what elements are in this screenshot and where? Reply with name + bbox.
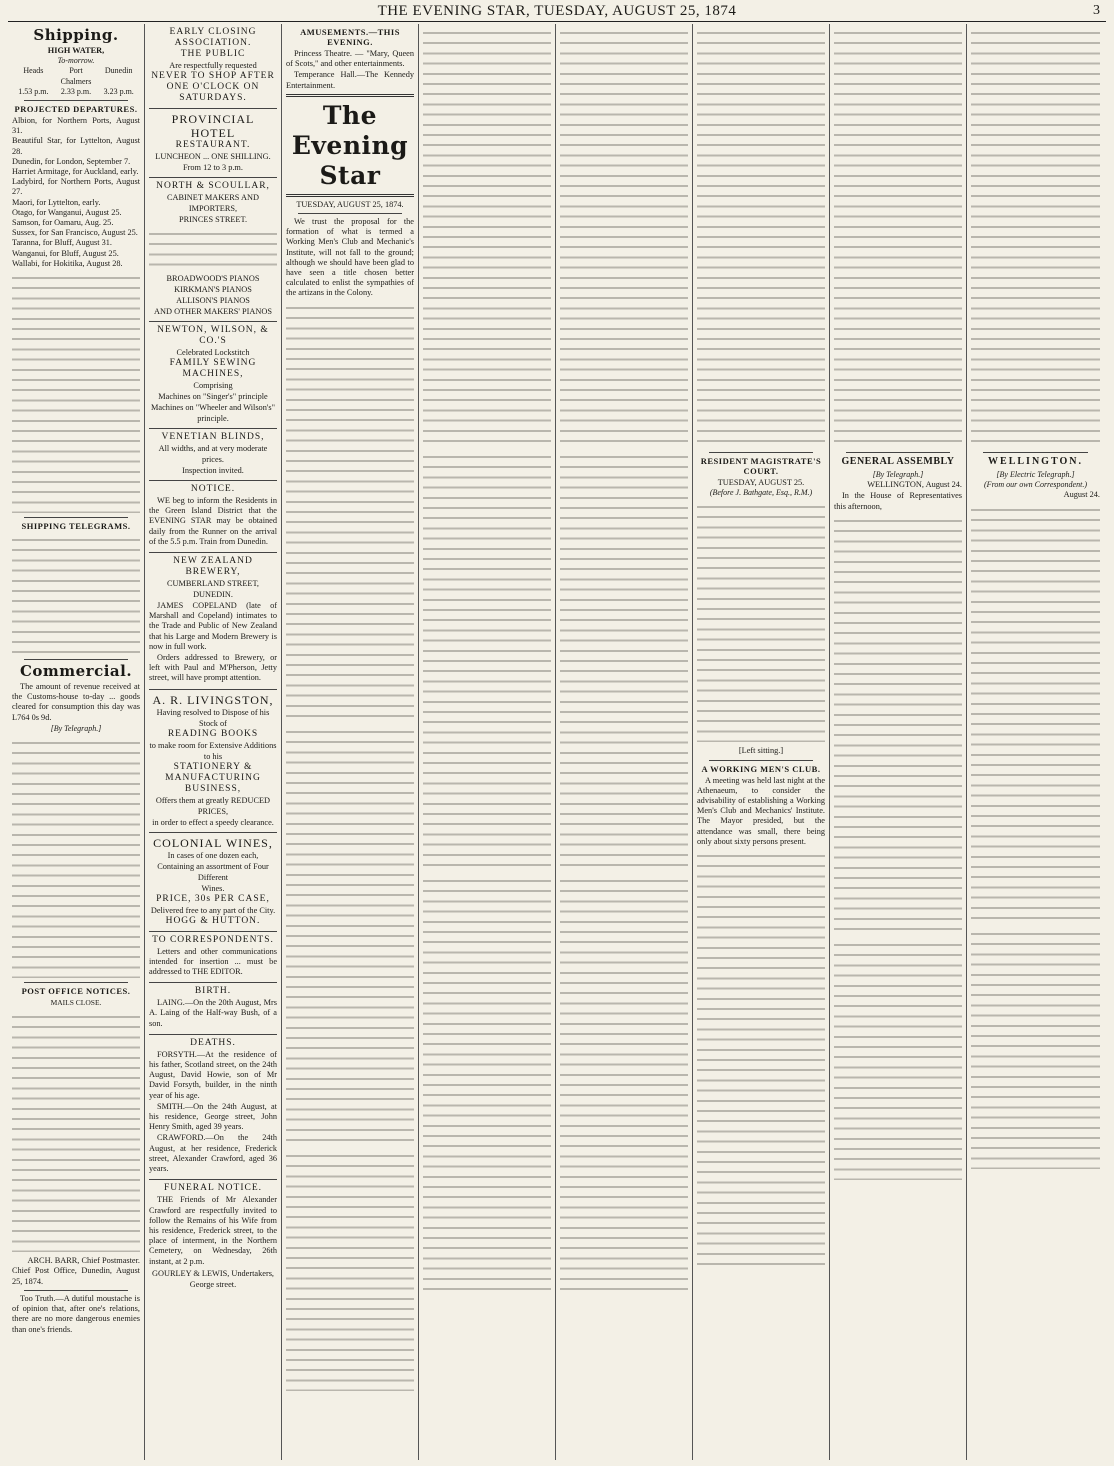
leader-text-abridged [286,1151,414,1391]
ad-venetian-blinds [149,429,277,481]
general-assembly-by: [By Telegraph.] [872,470,924,479]
ad-line: CUMBERLAND STREET, [166,579,260,589]
revenue-note: The amount of revenue received at the Customs-house to-day ... goods cleared for consumption this day was L764 0s 9d. [12,682,140,722]
ad-line: VENETIAN BLINDS, [161,432,265,442]
ad-line: BROADWOOD'S PIANOS [166,274,260,283]
ad-line: Are respectfully requested [169,61,257,70]
column-leader-continued [419,24,556,1460]
rm-court-before: (Before J. Bathgate, Esq., R.M.) [709,488,813,498]
ad-notice [149,481,277,553]
leader-date: TUESDAY, AUGUST 25, 1874. [296,199,404,209]
wellington-text-abridged [971,505,1100,925]
post-office-text-abridged [12,1012,140,1252]
column-local-news [556,24,693,1460]
divider [983,452,1088,453]
divider [24,1290,128,1291]
ad-line: ALLISON'S PIANOS [176,296,250,305]
departure-item: Samson, for Oamaru, Aug. 25. [12,218,114,228]
ad-line: in order to effect a speedy clearance. [152,817,274,827]
ad-line: PROVINCIAL HOTEL [171,112,255,140]
ad-line: NEWTON, WILSON, & CO.'S [157,325,269,346]
column-leader [282,24,419,1460]
wellington-text-abridged [971,929,1100,1169]
post-office-title: POST OFFICE NOTICES. [21,986,131,997]
ad-deaths [149,1035,277,1180]
ad-line: FAMILY SEWING MACHINES, [169,358,257,379]
post-office-office-line: Chief Post Office, Dunedin, August 25, 1874. [12,1266,140,1286]
departure-item: Harriet Armitage, for Auckland, early. [12,167,139,177]
ad-correspondents [149,932,277,984]
ad-line: READING BOOKS [167,728,259,739]
column-general-assembly [830,24,967,1460]
ad-brewery [149,553,277,690]
ad-line: COLONIAL WINES, [153,835,273,850]
leader-text-abridged [286,727,414,1147]
divider [709,760,813,761]
general-assembly-opening: In the House of Representatives this afternoon, [834,491,962,511]
departure-item: Dunedin, for London, September 7. [12,156,131,166]
ad-line: RESTAURANT. [175,140,251,150]
footer-anecdote: Too Truth.—A dutiful moustache is of opinion that, after one's relations, there are no more dangerous enemies than one's friends. [12,1293,140,1334]
ad-line: Having resolved to Dispose of his [156,707,270,717]
commercial-heading: Commercial. [19,662,133,681]
general-assembly-place: WELLINGTON, August 24. [867,480,962,490]
news-text-abridged [560,876,688,1296]
ad-funeral [149,1180,277,1293]
ad-line: JAMES COPELAND (late of Marshall and Copeland) intimates to the Trade and Public of New Zealand that his Large and Modern Brewery is now in full work. [149,601,277,651]
tide-port: Port Chalmers [60,66,92,86]
ad-line: Letters and other communications intended for insertion ... must be addressed to THE EDITOR. [149,946,277,977]
departure-item: Sussex, for San Francisco, August 25. [12,228,138,238]
telegrams-text-abridged [12,535,140,655]
divider [24,659,128,660]
tide-time: 3.23 p.m. [103,86,134,96]
news-text-abridged [560,28,688,448]
running-title: THE EVENING STAR, TUESDAY, AUGUST 25, 1874 [377,3,737,19]
amusement-item: Temperance Hall.—The Kennedy Entertainment. [286,70,414,90]
ad-line: Stock of [199,718,227,728]
ad-line: Containing an assortment of Four Different [157,861,269,882]
ad-line: LAING.—On the 20th August, Mrs A. Laing of the Half-way Bush, of a son. [149,998,277,1028]
divider [709,452,813,453]
assembly-text-abridged [971,28,1100,448]
ad-line: to make room for Extensive Additions [149,740,277,750]
ad-line: CABINET MAKERS AND IMPORTERS, [166,193,260,213]
shipping-telegrams-title: SHIPPING TELEGRAMS. [21,521,131,532]
left-sitting: [Left sitting.] [738,746,784,756]
ad-line: EARLY CLOSING ASSOCIATION. [169,27,257,48]
ad-line: ONE O'CLOCK ON SATURDAYS. [166,82,260,103]
ad-line: FORSYTH.—At the residence of his father, Scotland street, on the 24th August, David Howie, son of Mr David Forsyth, builder, in the ninth year of his age. [149,1049,277,1100]
high-water-sub: To-morrow. [57,56,95,66]
working-mens-club-opening: A meeting was held last night at the Athenaeum, to consider the advisability of establishing a Working Men's Club and Mechanics' Institute. The Mayor presided, but the attendance was small, there being only about sixty persons present. [697,775,825,846]
tide-port: Dunedin [104,66,133,76]
ad-line: NEW ZEALAND BREWERY, [173,556,253,578]
ad-line: CRAWFORD.—On the 24th August, at her residence, Frederick street, Alexander Crawford, aged 36 years. [149,1133,277,1174]
ad-line: All widths, and at very moderate prices. [158,444,268,464]
divider [24,982,128,983]
ad-north-scoullar [149,178,277,322]
amusement-item: Princess Theatre. — "Mary, Queen of Scots," and other entertainments. [286,49,414,69]
ad-birth [149,983,277,1035]
divider [286,94,414,97]
ad-line: Wines. [201,883,225,893]
ad-early-closing [149,24,277,109]
tide-port: Heads [23,66,44,76]
rm-court-date: TUESDAY, AUGUST 25. [717,478,805,487]
newspaper-flag: The Evening Star [291,100,409,190]
departure-item: Wanganui, for Bluff, August 25. [12,248,119,258]
header-rule [8,21,1106,22]
ad-line: Orders addressed to Brewery, or left with Paul and M'Pherson, Jetty street, will have prompt attention. [149,653,277,683]
ad-line: Celebrated Lockstitch [176,348,250,357]
ad-line: Delivered free to any part of the City. [150,905,276,915]
wellington-date: August 24. [1063,490,1100,500]
departure-item: Otago, for Wanganui, August 25. [12,207,122,217]
tide-time: 1.53 p.m. [18,86,49,96]
leader-text-abridged [286,303,414,723]
ad-line: to his [203,751,223,761]
projected-departures-title: PROJECTED DEPARTURES. [14,104,138,115]
shipping-heading: Shipping. [33,26,119,44]
high-water-title: HIGH WATER, [47,46,105,55]
ad-line: KIRKMAN'S PIANOS [174,285,252,294]
ad-colonial-wines [149,833,277,932]
departure-item: Ladybird, for Northern Ports, August 27. [12,177,140,197]
tide-time: 2.33 p.m. [60,86,92,96]
tide-ports [12,66,140,86]
page-number: 3 [1093,3,1100,18]
departure-item: Albion, for Northern Ports, August 31. [12,116,140,136]
working-mens-club-title: A WORKING MEN'S CLUB. [701,763,821,774]
ad-line: Inspection invited. [182,466,244,475]
ad-line: AND OTHER MAKERS' PIANOS [154,307,272,316]
ad-livingston [149,690,277,833]
court-text-abridged [697,502,825,742]
ad-line: Machines on "Singer's" principle [158,392,268,401]
leader-text-abridged [423,28,551,448]
ad-line: SMITH.—On the 24th August, at his residence, George street, John Henry Smith, aged 39 years. [149,1101,277,1132]
wellington-title: WELLINGTON. [988,456,1083,467]
columns [8,24,1106,1460]
departure-item: Wallabi, for Hokitika, August 28. [12,258,123,268]
ad-line: From 12 to 3 p.m. [183,163,243,172]
ad-line: BIRTH. [194,986,232,997]
ad-line: LUNCHEON ... ONE SHILLING. [155,152,271,161]
ad-line: DEATHS. [190,1037,236,1048]
leader-opening: We trust the proposal for the formation of what is termed a Working Men's Club and Mechanic's Institute, will not fall to the ground; although we should have been glad to have seen a title chosen better calculated to enlist the sympathies of the artizans in the Colony. [286,217,414,298]
club-text-abridged [697,851,825,1271]
assembly-text-abridged [834,516,962,936]
wellington-by: [By Electric Telegraph.] [996,470,1075,479]
commercial-text-abridged [12,738,140,978]
divider [286,194,414,197]
ad-line: GOURLEY & LEWIS, Undertakers, George street. [151,1268,275,1289]
ad-line: THE PUBLIC [180,49,246,59]
ad-line: Machines on "Wheeler and Wilson's" principle. [151,403,275,423]
club-text-abridged [834,28,962,448]
ad-line: In cases of one dozen each, [167,850,259,860]
ad-sewing-machines [149,322,277,429]
tide-times [12,87,140,97]
column-wellington [967,24,1104,1460]
general-assembly-title: GENERAL ASSEMBLY [841,456,955,467]
assembly-text-abridged [834,940,962,1180]
wellington-from: (From our own Correspondent.) [984,480,1087,490]
ad-line: A. R. LIVINGSTON, [152,692,274,707]
ad-line: PRICE, 30s PER CASE, [156,893,270,904]
ad-line: NEVER TO SHOP AFTER [151,71,275,81]
leader-text-abridged [423,876,551,1296]
post-office-signed: ARCH. BARR, Chief Postmaster. [27,1256,140,1266]
ad-line: DUNEDIN. [193,590,233,600]
mails-close-title: MAILS CLOSE. [50,998,102,1008]
ad-line: PRINCES STREET. [178,215,248,224]
leader-text-abridged [423,452,551,872]
column-shipping [8,24,145,1460]
ad-line: THE Friends of Mr Alexander Crawford are respectfully invited to follow the Remains of his Wife from his residence, Frederick street, to the place of interment, in the Northern Cemetery, on Wednesday, 26th instant, at 2 p.m. [149,1195,277,1266]
commercial-by-telegraph: [By Telegraph.] [50,723,102,733]
ad-line: FUNERAL NOTICE. [163,1183,263,1194]
rm-court-title: RESIDENT MAGISTRATE'S COURT. [700,456,822,476]
divider [298,213,402,214]
departure-item: Taranna, for Bluff, August 31. [12,238,112,248]
ad-line: TO CORRESPONDENTS. [152,934,274,945]
ad-line: Comprising [193,381,233,390]
ad-line: STATIONERY & MANUFACTURING [165,761,261,783]
news-text-abridged [697,28,825,448]
ad-text-abridged [149,229,277,269]
column-courts [693,24,830,1460]
amusements-title: AMUSEMENTS.—THIS EVENING. [300,27,400,47]
divider [24,517,128,518]
shipping-text-abridged [12,273,140,513]
ad-line: NORTH & SCOULLAR, [156,181,270,191]
ad-provincial-hotel [149,109,277,178]
divider [24,100,128,101]
ad-line: HOGG & HUTTON. [165,915,261,926]
departure-item: Beautiful Star, for Lyttelton, August 28. [12,136,140,156]
column-advertisements-1 [145,24,282,1460]
divider [846,452,950,453]
news-text-abridged [560,452,688,872]
ad-line: WE beg to inform the Residents in the Green Island District that the EVENING STAR may be obtained daily from the Runner on the arrival of the 5.5 p.m. Train from Dunedin. [149,496,277,546]
ad-line: BUSINESS, [184,783,242,794]
ad-line: NOTICE. [190,484,236,494]
departure-item: Maori, for Lyttelton, early. [12,197,101,207]
ad-line: Offers them at greatly REDUCED PRICES, [155,795,271,816]
